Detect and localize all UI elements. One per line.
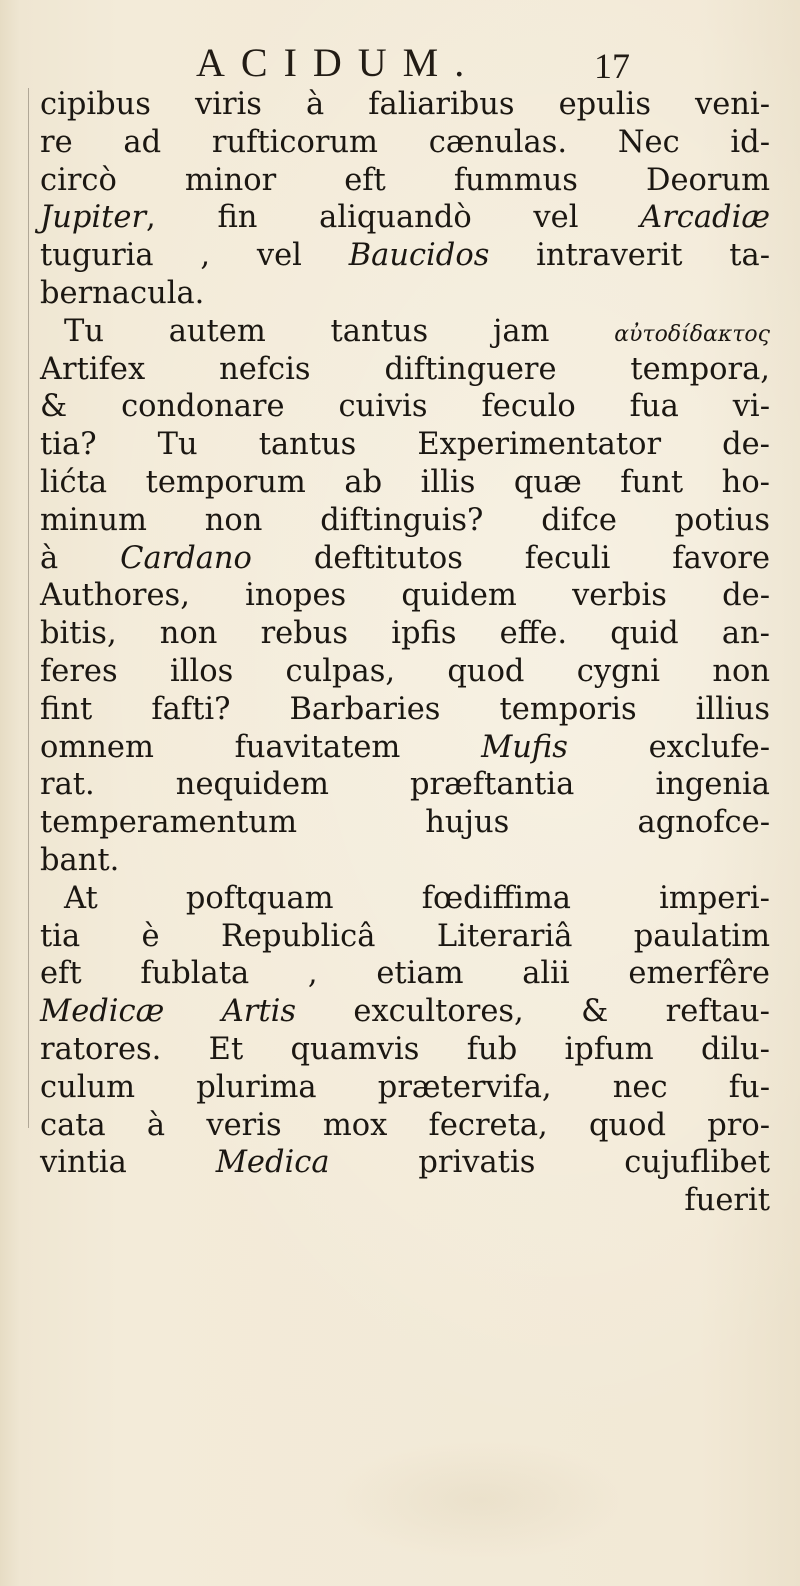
text-segment: re ad rufticorum cænulas. Nec id- xyxy=(40,124,770,160)
text-segment: lićta temporum ab illis quæ funt ho- xyxy=(40,464,770,500)
text-line xyxy=(40,691,770,729)
text-segment: , fin aliquandò vel xyxy=(146,200,641,236)
text-line xyxy=(40,804,770,842)
italic-segment: Arcadiæ xyxy=(640,200,770,236)
text-line xyxy=(40,351,770,389)
text-segment: ratores. Et quamvis fub ipfum dilu- xyxy=(40,1031,770,1067)
text-segment: fint fafti? Barbaries temporis illius xyxy=(40,691,770,727)
text-segment: tia è Republicâ Literariâ paulatim xyxy=(40,918,770,954)
text-line xyxy=(40,426,770,464)
italic-segment: Medicæ Artis xyxy=(40,994,296,1030)
text-line xyxy=(40,577,770,615)
text-segment: Tu autem tantus jam xyxy=(64,313,615,349)
text-segment: tia? Tu tantus Experimentator de- xyxy=(40,427,770,463)
text-segment: deftitutos feculi favore xyxy=(251,540,770,576)
text-line xyxy=(40,464,770,502)
italic-segment: Medica xyxy=(215,1145,330,1181)
text-segment: cipibus viris à faliaribus epulis veni- xyxy=(40,87,770,122)
italic-segment: Jupiter xyxy=(40,200,147,236)
text-segment: omnem fuavitatem xyxy=(40,729,482,765)
text-segment: à xyxy=(40,540,121,576)
text-segment: Authores, inopes quidem verbis de- xyxy=(40,578,770,614)
text-segment: eft fublata , etiam alii emerfêre xyxy=(40,956,770,992)
catchword: fuerit xyxy=(684,1183,770,1219)
text-line xyxy=(40,615,770,653)
text-line xyxy=(40,199,770,237)
text-line xyxy=(40,918,770,956)
text-line xyxy=(40,237,770,275)
text-segment: tuguria , vel xyxy=(40,238,349,274)
text-segment: rat. nequidem præftantia ingenia xyxy=(40,767,770,803)
text-line xyxy=(40,880,770,918)
text-segment: intraverit ta- xyxy=(489,238,770,274)
text-line xyxy=(40,729,770,767)
text-line xyxy=(40,842,770,880)
text-line xyxy=(40,313,770,351)
text-line xyxy=(40,1107,770,1145)
text-line xyxy=(40,540,770,578)
text-line xyxy=(40,388,770,426)
text-segment: circò minor eft fummus Deorum xyxy=(40,162,770,198)
italic-segment: Mufis xyxy=(481,729,568,765)
text-segment: cata à veris mox fecreta, quod pro- xyxy=(40,1107,770,1143)
italic-segment: Baucidos xyxy=(348,238,490,274)
gutter-line xyxy=(28,88,29,1128)
text-segment: Artifex nefcis diftinguere tempora, xyxy=(40,351,770,387)
text-line xyxy=(40,275,770,313)
text-segment: At poftquam fœdiffima imperi- xyxy=(64,880,770,916)
text-line xyxy=(40,162,770,200)
paper-stain xyxy=(330,1440,630,1560)
text-segment: bernacula. xyxy=(40,275,205,311)
text-segment: excultores, & reftau- xyxy=(295,994,770,1030)
text-segment: exclufe- xyxy=(567,729,771,765)
text-line xyxy=(40,1069,770,1107)
text-line xyxy=(40,993,770,1031)
text-line xyxy=(40,653,770,691)
text-segment: privatis cujuflibet xyxy=(329,1145,770,1181)
text-segment: minum non diftinguis? difce potius xyxy=(40,502,770,538)
greek-segment: αὐτοδίδακτος xyxy=(614,321,770,347)
text-line xyxy=(40,86,770,124)
text-line xyxy=(40,124,770,162)
italic-segment: Cardano xyxy=(120,540,252,576)
text-segment: culum plurima prætervifa, nec fu- xyxy=(40,1069,770,1105)
running-head: ACIDUM. xyxy=(196,40,481,85)
text-line xyxy=(40,1031,770,1069)
page-number: 17 xyxy=(594,46,630,86)
text-segment: feres illos culpas, quod cygni non xyxy=(40,653,770,689)
text-segment: & condonare cuivis feculo fua vi- xyxy=(40,389,770,425)
text-segment: vintia xyxy=(40,1145,216,1181)
text-line xyxy=(40,766,770,804)
page-header xyxy=(0,38,800,88)
text-segment: bant. xyxy=(40,842,120,878)
body-text xyxy=(40,86,770,1220)
text-line xyxy=(40,502,770,540)
text-line xyxy=(40,1144,770,1182)
text-segment: bitis, non rebus ipfis effe. quid an- xyxy=(40,616,770,652)
text-segment: temperamentum hujus agnofce- xyxy=(40,805,770,841)
text-line xyxy=(40,955,770,993)
